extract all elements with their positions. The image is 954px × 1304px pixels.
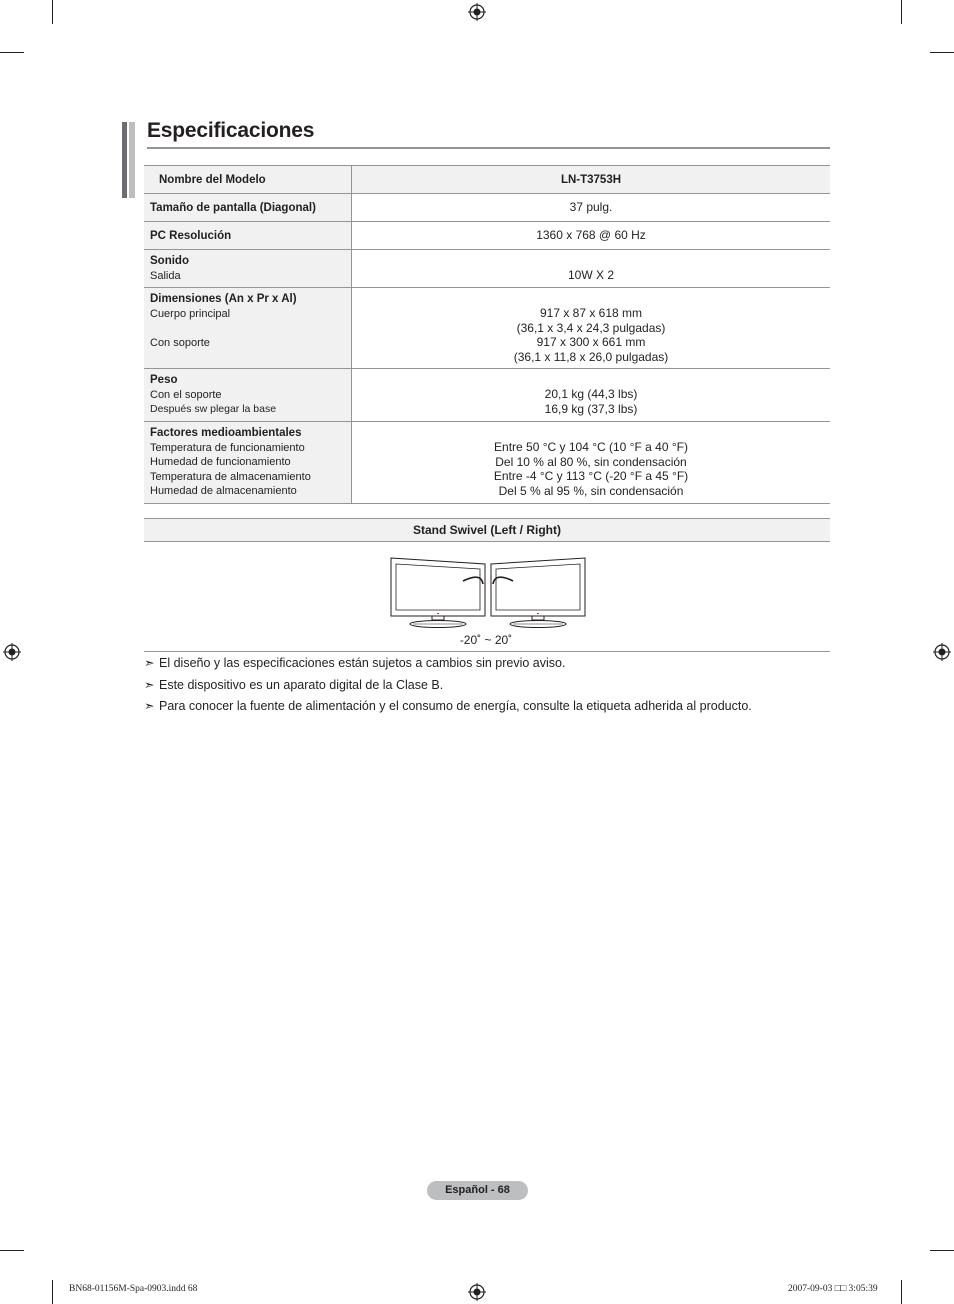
- crop-mark: [901, 0, 902, 24]
- weight-folded-value: 16,9 kg (37,3 lbs): [544, 401, 638, 416]
- weight-folded-label: Después sw plegar la base: [150, 403, 277, 416]
- dimensions-body-inches: (36,1 x 3,4 x 24,3 pulgadas): [516, 320, 666, 335]
- operating-humidity-value: Del 10 % al 80 %, sin condensación: [495, 454, 687, 469]
- swivel-divider: [144, 651, 830, 652]
- weight-with-stand-label: Con el soporte: [150, 388, 222, 401]
- title-divider: [147, 147, 830, 149]
- tv-left-icon: [391, 558, 485, 628]
- arrow-bullet-icon: ➣: [144, 678, 155, 692]
- registration-mark-icon: [468, 1283, 486, 1301]
- storage-humidity-value: Del 5 % al 95 %, sin condensación: [498, 483, 684, 498]
- sound-output-label: Salida: [150, 269, 181, 282]
- crop-mark: [52, 1280, 53, 1304]
- screen-size-value: 37 pulg.: [569, 200, 613, 215]
- table-row: [144, 250, 830, 288]
- note-item: [144, 677, 443, 692]
- dimensions-stand-inches: (36,1 x 11,8 x 26,0 pulgadas): [513, 349, 669, 364]
- crop-mark: [901, 1280, 902, 1304]
- table-row: [144, 222, 830, 250]
- swivel-title: Stand Swivel (Left / Right): [144, 519, 830, 542]
- arrow-bullet-icon: ➣: [144, 699, 155, 713]
- note-item: [144, 698, 752, 713]
- table-row: [144, 369, 830, 422]
- model-name-label: Nombre del Modelo: [159, 173, 266, 186]
- registration-mark-icon: [468, 3, 486, 21]
- dimensions-stand-value: 917 x 300 x 661 mm: [536, 335, 646, 350]
- storage-temp-value: Entre -4 °C y 113 °C (-20 °F a 45 °F): [493, 469, 689, 484]
- rotation-arrow-icon: [463, 577, 513, 584]
- note-text: Este dispositivo es un aparato digital de la Clase B.: [159, 678, 444, 692]
- screen-size-label: Tamaño de pantalla (Diagonal): [150, 201, 316, 214]
- crop-mark: [0, 52, 24, 53]
- tv-swivel-illustration: [388, 554, 588, 630]
- storage-temp-label: Temperatura de almacenamiento: [150, 470, 311, 483]
- sound-label: Sonido: [150, 255, 189, 267]
- table-header-row: [144, 166, 830, 194]
- swivel-angle-label: -20˚ ~ 20˚: [459, 633, 513, 647]
- model-name-value: LN-T3753H: [560, 173, 622, 186]
- operating-temp-label: Temperatura de funcionamiento: [150, 441, 305, 454]
- pc-resolution-label: PC Resolución: [150, 229, 232, 242]
- sound-output-value: 10W X 2: [567, 268, 615, 282]
- note-text: Para conocer la fuente de alimentación y el consumo de energía, consulte la etiqueta adherida al producto.: [159, 699, 752, 713]
- operating-temp-value: Entre 50 °C y 104 °C (10 °F a 40 °F): [494, 440, 688, 454]
- page-title: Especificaciones: [147, 119, 315, 142]
- dimensions-body-value: 917 x 87 x 618 mm: [539, 306, 643, 320]
- storage-humidity-label: Humedad de almacenamiento: [150, 485, 297, 498]
- table-row: [144, 194, 830, 222]
- dimensions-label: Dimensiones (An x Pr x Al): [150, 293, 297, 305]
- heading-accent-bar: [129, 122, 135, 198]
- print-slug-left: BN68-01156M-Spa-0903.indd 68: [69, 1284, 198, 1294]
- table-row: [144, 422, 830, 504]
- print-slug-right: 2007-09-03 □□ 3:05:39: [788, 1284, 878, 1294]
- dimensions-stand-label: Con soporte: [150, 336, 210, 349]
- page-number-badge: Español - 68: [427, 1181, 528, 1200]
- pc-resolution-value: 1360 x 768 @ 60 Hz: [536, 228, 646, 243]
- note-item: [144, 655, 565, 670]
- weight-with-stand-value: 20,1 kg (44,3 lbs): [544, 387, 638, 401]
- note-text: El diseño y las especificaciones están sujetos a cambios sin previo aviso.: [159, 656, 566, 670]
- crop-mark: [930, 1250, 954, 1251]
- registration-mark-icon: [933, 643, 951, 661]
- registration-mark-icon: [3, 643, 21, 661]
- specifications-table: [144, 165, 830, 504]
- weight-label: Peso: [150, 374, 178, 386]
- crop-mark: [930, 52, 954, 53]
- heading-accent-bar: [122, 122, 127, 198]
- dimensions-body-label: Cuerpo principal: [150, 307, 231, 320]
- tv-right-icon: [491, 558, 585, 628]
- arrow-bullet-icon: ➣: [144, 656, 155, 670]
- crop-mark: [52, 0, 53, 24]
- spacer: [150, 321, 351, 336]
- crop-mark: [0, 1250, 24, 1251]
- environment-label: Factores medioambientales: [150, 427, 302, 439]
- operating-humidity-label: Humedad de funcionamiento: [150, 456, 291, 469]
- table-row: [144, 288, 830, 369]
